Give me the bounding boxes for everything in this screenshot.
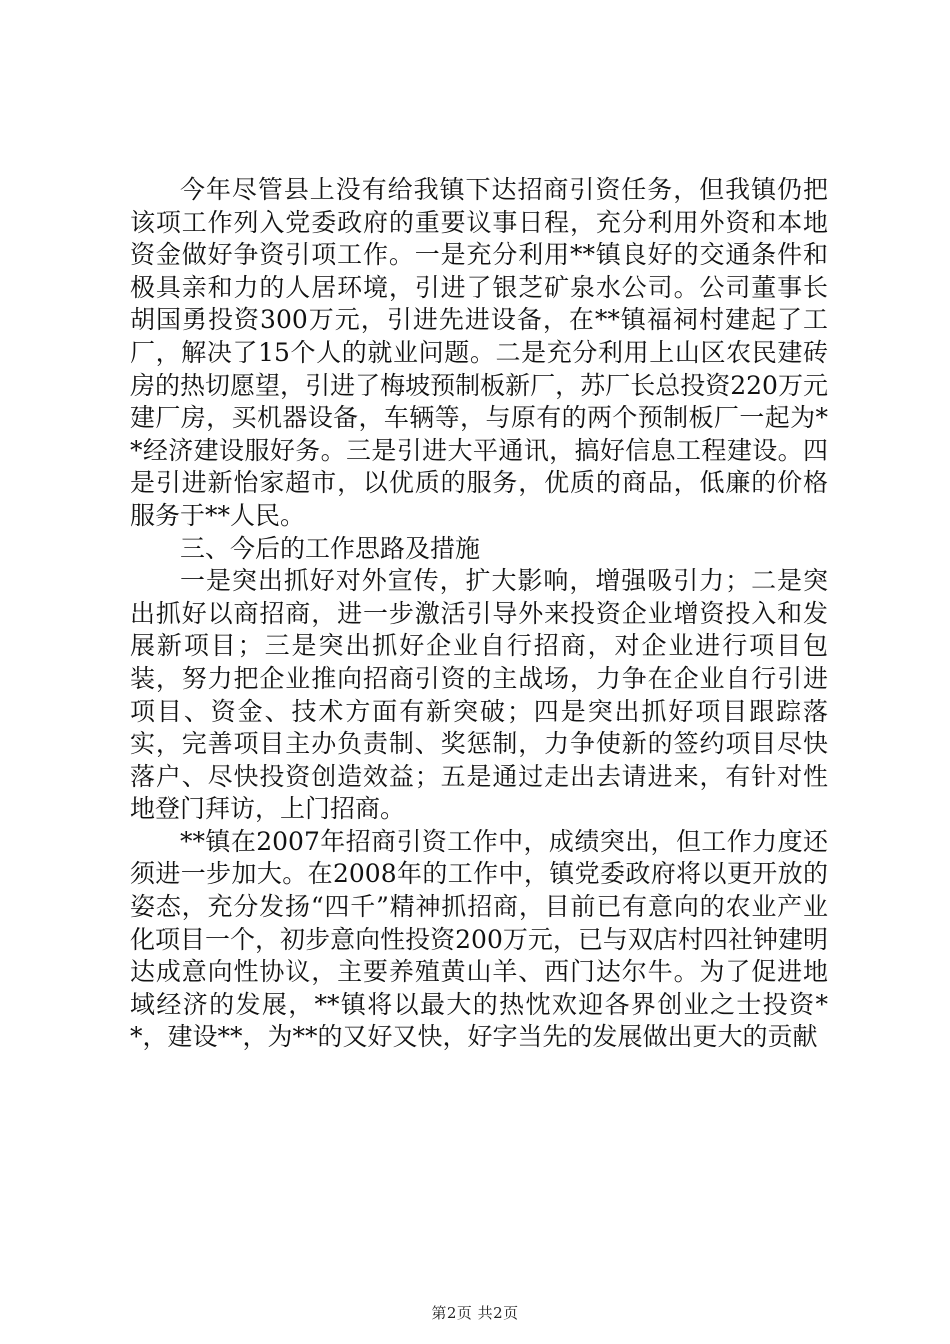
document-body	[130, 174, 828, 1054]
paragraph-investment-summary: 今年尽管县上没有给我镇下达招商引资任务，但我镇仍把该项工作列入党委政府的重要议事日程，充分利用外资和本地资金做好争资引项工作。一是充分利用**镇良好的交通条件和极具亲和力的人居环境，引进了银芝矿泉水公司。公司董事长胡国勇投资300万元，引进先进设备，在**镇福祠村建起了工厂，解决了15个人的就业问题。二是充分利用上山区农民建砖房的热切愿望，引进了梅坡预制板新厂，苏厂长总投资220万元建厂房，买机器设备，车辆等，与原有的两个预制板厂一起为**经济建设服好务。三是引进大平通讯，搞好信息工程建设。四是引进新怡家超市，以优质的服务，优质的商品，低廉的价格服务于**人民。	[130, 175, 828, 530]
page-number-footer: 第2页 共2页	[431, 1304, 519, 1322]
paragraph-measures: 一是突出抓好对外宣传，扩大影响，增强吸引力；二是突出抓好以商招商，进一步激活引导外来投资企业增资投入和发展新项目；三是突出抓好企业自行招商，对企业进行项目包装，努力把企业推向招商引资的主战场，力争在企业自行引进项目、资金、技术方面有新突破；四是突出抓好项目跟踪落实，完善项目主办负责制、奖惩制，力争使新的签约项目尽快落户、尽快投资创造效益；五是通过走出去请进来，有针对性地登门拜访，上门招商。	[130, 566, 828, 824]
section-heading-future-plans: 三、今后的工作思路及措施	[180, 533, 481, 563]
paragraph-conclusion: **镇在2007年招商引资工作中，成绩突出，但工作力度还须进一步加大。在2008年的工作中，镇党委政府将以更开放的姿态，充分发扬“四千”精神抓招商，目前已有意向的农业产业化项目一个，初步意向性投资200万元，已与双店村四社钟建明达成意向性协议，主要养殖黄山羊、西门达尔牛。为了促进地域经济的发展，**镇将以最大的热忱欢迎各界创业之士投资**，建设**，为**的又好又快，好字当先的发展做出更大的贡献	[130, 826, 828, 1052]
